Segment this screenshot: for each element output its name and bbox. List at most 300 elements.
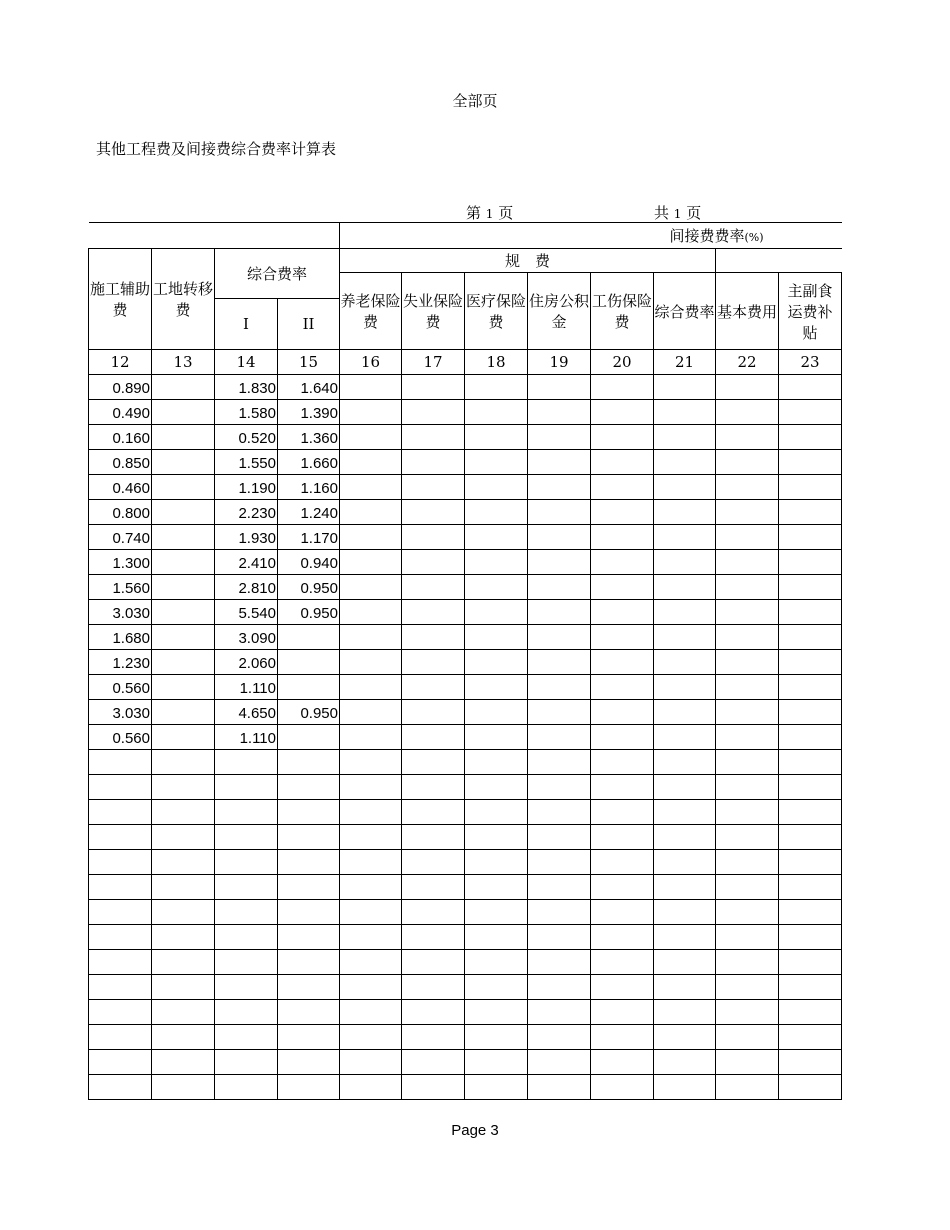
- table-cell: [152, 725, 215, 750]
- column-number: 20: [591, 350, 654, 375]
- table-cell: [89, 875, 152, 900]
- table-cell: 0.950: [278, 700, 340, 725]
- table-cell: [89, 800, 152, 825]
- table-row: [89, 900, 842, 925]
- table-cell: [654, 975, 716, 1000]
- table-cell: [402, 650, 465, 675]
- column-number: 22: [716, 350, 779, 375]
- table-cell: [402, 850, 465, 875]
- table-cell: [654, 625, 716, 650]
- table-cell: 0.800: [89, 500, 152, 525]
- table-cell: [528, 975, 591, 1000]
- table-cell: [716, 575, 779, 600]
- table-cell: [402, 725, 465, 750]
- table-cell: [340, 475, 402, 500]
- table-cell: [402, 975, 465, 1000]
- table-cell: [779, 400, 842, 425]
- table-cell: [465, 850, 528, 875]
- table-cell: [340, 800, 402, 825]
- column-number: 18: [465, 350, 528, 375]
- table-cell: [591, 800, 654, 825]
- table-cell: [591, 900, 654, 925]
- table-cell: [716, 525, 779, 550]
- table-row: [89, 500, 842, 525]
- table-cell: [654, 850, 716, 875]
- table-cell: [215, 1025, 278, 1050]
- table-cell: [152, 550, 215, 575]
- indirect-rate-label: 间接费费率: [669, 227, 745, 245]
- table-cell: [278, 950, 340, 975]
- table-cell: [152, 900, 215, 925]
- table-cell: [528, 950, 591, 975]
- table-cell: 3.030: [89, 600, 152, 625]
- table-cell: [402, 925, 465, 950]
- column-number: 23: [779, 350, 842, 375]
- table-row: [89, 1025, 842, 1050]
- table-row: [89, 1000, 842, 1025]
- table-cell: [654, 700, 716, 725]
- table-cell: [215, 925, 278, 950]
- table-cell: [654, 750, 716, 775]
- table-cell: [402, 600, 465, 625]
- document-title: 其他工程费及间接费综合费率计算表: [96, 140, 337, 158]
- table-cell: 0.850: [89, 450, 152, 475]
- table-cell: 4.650: [215, 700, 278, 725]
- table-cell: [278, 1050, 340, 1075]
- table-cell: [716, 975, 779, 1000]
- table-cell: [278, 650, 340, 675]
- table-cell: [716, 550, 779, 575]
- table-cell: [716, 1050, 779, 1075]
- page-prefix: 第: [466, 204, 482, 222]
- col-header-15: II: [278, 299, 340, 350]
- table-cell: 1.110: [215, 675, 278, 700]
- table-row: [89, 625, 842, 650]
- table-cell: 0.890: [89, 375, 152, 400]
- column-number: 14: [215, 350, 278, 375]
- column-number: 19: [528, 350, 591, 375]
- table-cell: [528, 700, 591, 725]
- table-cell: [278, 1025, 340, 1050]
- table-cell: 0.460: [89, 475, 152, 500]
- table-cell: [716, 725, 779, 750]
- table-cell: [402, 700, 465, 725]
- table-cell: [278, 850, 340, 875]
- table-cell: [340, 1075, 402, 1100]
- table-cell: 1.170: [278, 525, 340, 550]
- table-cell: [591, 575, 654, 600]
- table-cell: [340, 975, 402, 1000]
- table-cell: [215, 825, 278, 850]
- table-cell: [152, 825, 215, 850]
- table-row: [89, 975, 842, 1000]
- table-cell: 0.560: [89, 725, 152, 750]
- table-cell: [402, 475, 465, 500]
- table-cell: [528, 875, 591, 900]
- table-cell: 2.410: [215, 550, 278, 575]
- table-cell: 5.540: [215, 600, 278, 625]
- table-cell: [654, 550, 716, 575]
- table-row: [89, 800, 842, 825]
- table-cell: [591, 650, 654, 675]
- table-cell: [654, 1000, 716, 1025]
- total-number: 1: [673, 207, 682, 221]
- table-cell: [591, 600, 654, 625]
- table-cell: [340, 575, 402, 600]
- table-cell: [654, 1075, 716, 1100]
- table-cell: [152, 1075, 215, 1100]
- table-cell: 1.240: [278, 500, 340, 525]
- table-cell: [528, 1025, 591, 1050]
- col-header-22: 基本费用: [716, 273, 779, 350]
- table-cell: [402, 375, 465, 400]
- table-cell: [152, 375, 215, 400]
- table-cell: [465, 975, 528, 1000]
- table-cell: [465, 550, 528, 575]
- table-cell: [89, 1075, 152, 1100]
- table-cell: [654, 900, 716, 925]
- table-cell: [654, 450, 716, 475]
- table-cell: [716, 500, 779, 525]
- indirect-rate-header: [340, 223, 842, 249]
- table-cell: [716, 700, 779, 725]
- table-cell: [716, 650, 779, 675]
- table-cell: [278, 925, 340, 950]
- table-cell: 1.300: [89, 550, 152, 575]
- table-cell: [528, 600, 591, 625]
- table-cell: [716, 375, 779, 400]
- table-cell: [152, 875, 215, 900]
- page-indicator: [466, 202, 513, 223]
- col-header-19: 住房公积金: [528, 273, 591, 350]
- table-cell: [215, 850, 278, 875]
- table-cell: [152, 1050, 215, 1075]
- table-cell: 0.940: [278, 550, 340, 575]
- table-cell: [591, 450, 654, 475]
- table-cell: [528, 850, 591, 875]
- table-cell: [402, 750, 465, 775]
- table-cell: [340, 1025, 402, 1050]
- table-cell: [152, 450, 215, 475]
- table-cell: [716, 450, 779, 475]
- table-cell: [716, 850, 779, 875]
- table-cell: [591, 400, 654, 425]
- table-cell: [779, 475, 842, 500]
- table-cell: [402, 625, 465, 650]
- table-row: [89, 425, 842, 450]
- table-cell: [89, 775, 152, 800]
- table-cell: [716, 800, 779, 825]
- table-cell: [340, 375, 402, 400]
- table-cell: [528, 900, 591, 925]
- table-cell: [591, 775, 654, 800]
- table-cell: [465, 675, 528, 700]
- table-cell: [465, 525, 528, 550]
- table-cell: [654, 650, 716, 675]
- table-cell: [716, 475, 779, 500]
- table-cell: [340, 1050, 402, 1075]
- table-cell: [779, 625, 842, 650]
- table-cell: [716, 825, 779, 850]
- table-cell: 1.560: [89, 575, 152, 600]
- table-cell: [591, 975, 654, 1000]
- table-cell: 1.680: [89, 625, 152, 650]
- table-cell: [528, 725, 591, 750]
- column-number: 13: [152, 350, 215, 375]
- table-cell: [654, 400, 716, 425]
- table-cell: [465, 625, 528, 650]
- table-cell: [654, 775, 716, 800]
- table-cell: [402, 425, 465, 450]
- table-cell: [278, 800, 340, 825]
- table-cell: [340, 700, 402, 725]
- table-row: [89, 550, 842, 575]
- table-row: [89, 1050, 842, 1075]
- table-cell: [779, 600, 842, 625]
- table-cell: [465, 725, 528, 750]
- table-row: [89, 925, 842, 950]
- table-row: [89, 725, 842, 750]
- table-cell: [654, 725, 716, 750]
- col-header-12: 施工辅助费: [89, 249, 152, 350]
- table-cell: [89, 1025, 152, 1050]
- table-cell: [591, 725, 654, 750]
- table-cell: [654, 675, 716, 700]
- table-cell: [654, 600, 716, 625]
- table-cell: [402, 575, 465, 600]
- table-cell: [716, 925, 779, 950]
- table-row: [89, 675, 842, 700]
- table-cell: [779, 675, 842, 700]
- table-cell: [716, 1000, 779, 1025]
- table-cell: [528, 550, 591, 575]
- table-cell: 1.660: [278, 450, 340, 475]
- table-cell: [465, 475, 528, 500]
- table-cell: [716, 950, 779, 975]
- table-cell: [340, 875, 402, 900]
- table-cell: [278, 750, 340, 775]
- table-cell: [402, 775, 465, 800]
- table-cell: [215, 800, 278, 825]
- table-cell: [465, 800, 528, 825]
- table-cell: [716, 1025, 779, 1050]
- table-cell: [591, 375, 654, 400]
- table-cell: [215, 900, 278, 925]
- table-row: [89, 875, 842, 900]
- table-cell: [591, 550, 654, 575]
- table-cell: [716, 1075, 779, 1100]
- table-cell: [89, 1050, 152, 1075]
- col-header-21: 综合费率: [654, 273, 716, 350]
- table-cell: 2.060: [215, 650, 278, 675]
- table-cell: [278, 725, 340, 750]
- table-cell: [528, 1050, 591, 1075]
- table-cell: 1.580: [215, 400, 278, 425]
- col-header-16: 养老保险费: [340, 273, 402, 350]
- table-cell: [779, 450, 842, 475]
- table-cell: [528, 525, 591, 550]
- table-cell: [89, 850, 152, 875]
- table-cell: [528, 575, 591, 600]
- table-cell: [215, 875, 278, 900]
- table-cell: [89, 925, 152, 950]
- table-cell: [402, 950, 465, 975]
- table-cell: 0.160: [89, 425, 152, 450]
- table-cell: [152, 575, 215, 600]
- table-cell: [215, 1075, 278, 1100]
- table-cell: [402, 1000, 465, 1025]
- col-header-14: I: [215, 299, 278, 350]
- table-cell: [591, 500, 654, 525]
- table-cell: [465, 575, 528, 600]
- table-cell: [654, 425, 716, 450]
- pagination: [0, 202, 950, 222]
- table-cell: [465, 775, 528, 800]
- table-cell: [591, 700, 654, 725]
- table-row: [89, 650, 842, 675]
- table-row: [89, 375, 842, 400]
- table-cell: [528, 1075, 591, 1100]
- table-cell: 1.160: [278, 475, 340, 500]
- table-cell: 2.230: [215, 500, 278, 525]
- table-cell: [465, 375, 528, 400]
- table-cell: [340, 650, 402, 675]
- table-cell: [591, 925, 654, 950]
- table-cell: [152, 500, 215, 525]
- table-cell: [402, 900, 465, 925]
- table-cell: [654, 950, 716, 975]
- table-cell: [340, 400, 402, 425]
- table-cell: [465, 825, 528, 850]
- table-cell: [528, 475, 591, 500]
- table-cell: 2.810: [215, 575, 278, 600]
- table-cell: [591, 525, 654, 550]
- table-cell: [465, 1075, 528, 1100]
- table-cell: 1.360: [278, 425, 340, 450]
- table-cell: [152, 525, 215, 550]
- table-cell: [465, 700, 528, 725]
- col-header-17: 失业保险费: [402, 273, 465, 350]
- table-cell: [340, 450, 402, 475]
- table-cell: [215, 975, 278, 1000]
- table-cell: [402, 875, 465, 900]
- table-cell: [89, 975, 152, 1000]
- table-cell: [528, 675, 591, 700]
- table-cell: [528, 375, 591, 400]
- col-header-14-15: 综合费率: [215, 249, 340, 299]
- total-prefix: 共: [654, 204, 670, 222]
- table-cell: [340, 600, 402, 625]
- table-cell: [152, 925, 215, 950]
- table-cell: [528, 425, 591, 450]
- table-cell: [152, 475, 215, 500]
- table-row: [89, 825, 842, 850]
- table-cell: [591, 1075, 654, 1100]
- page-number: 1: [485, 207, 494, 221]
- table-cell: [465, 1025, 528, 1050]
- table-cell: [779, 750, 842, 775]
- table-cell: [465, 1000, 528, 1025]
- table-cell: [591, 625, 654, 650]
- table-cell: [528, 825, 591, 850]
- column-number: 21: [654, 350, 716, 375]
- table-cell: [215, 750, 278, 775]
- blank-header-cell-right: [716, 249, 842, 273]
- table-cell: 0.950: [278, 575, 340, 600]
- table-cell: [152, 950, 215, 975]
- table-cell: [654, 1050, 716, 1075]
- table-cell: [779, 575, 842, 600]
- table-cell: [716, 900, 779, 925]
- table-cell: [779, 700, 842, 725]
- table-cell: [89, 825, 152, 850]
- table-cell: [465, 400, 528, 425]
- table-cell: [402, 1025, 465, 1050]
- table-cell: [779, 650, 842, 675]
- table-row: [89, 775, 842, 800]
- table-cell: [340, 925, 402, 950]
- table-cell: [779, 375, 842, 400]
- table-cell: [278, 775, 340, 800]
- table-row: [89, 750, 842, 775]
- column-number: 15: [278, 350, 340, 375]
- table-cell: [528, 750, 591, 775]
- table-cell: [465, 650, 528, 675]
- table-cell: [591, 1000, 654, 1025]
- table-cell: [89, 750, 152, 775]
- table-cell: [340, 775, 402, 800]
- table-cell: [654, 875, 716, 900]
- table-cell: [528, 800, 591, 825]
- sheet-header: 全部页: [452, 92, 498, 110]
- table-cell: [716, 425, 779, 450]
- total-suffix: 页: [686, 204, 702, 222]
- table-cell: [215, 775, 278, 800]
- table-cell: [278, 900, 340, 925]
- table-cell: [591, 475, 654, 500]
- table-cell: [278, 675, 340, 700]
- table-cell: 3.090: [215, 625, 278, 650]
- table-cell: [152, 700, 215, 725]
- rate-table: [88, 222, 842, 1100]
- table-cell: [215, 1050, 278, 1075]
- table-cell: [402, 800, 465, 825]
- table-cell: [152, 600, 215, 625]
- table-cell: [779, 950, 842, 975]
- table-cell: [779, 800, 842, 825]
- col-header-23: 主副食运费补贴: [779, 273, 842, 350]
- page-suffix: 页: [498, 204, 514, 222]
- table-cell: [716, 625, 779, 650]
- table-cell: [779, 900, 842, 925]
- table-cell: [779, 775, 842, 800]
- column-number-row: [89, 350, 842, 375]
- table-cell: [278, 1075, 340, 1100]
- table-row: [89, 400, 842, 425]
- table-cell: [779, 500, 842, 525]
- table-cell: [402, 1050, 465, 1075]
- table-cell: [654, 925, 716, 950]
- table-cell: [152, 750, 215, 775]
- table-cell: [654, 525, 716, 550]
- table-cell: [528, 650, 591, 675]
- table-cell: [716, 400, 779, 425]
- table-cell: 0.740: [89, 525, 152, 550]
- table-cell: [465, 875, 528, 900]
- table-cell: [528, 775, 591, 800]
- table-cell: 1.640: [278, 375, 340, 400]
- header-row-1: [89, 249, 842, 273]
